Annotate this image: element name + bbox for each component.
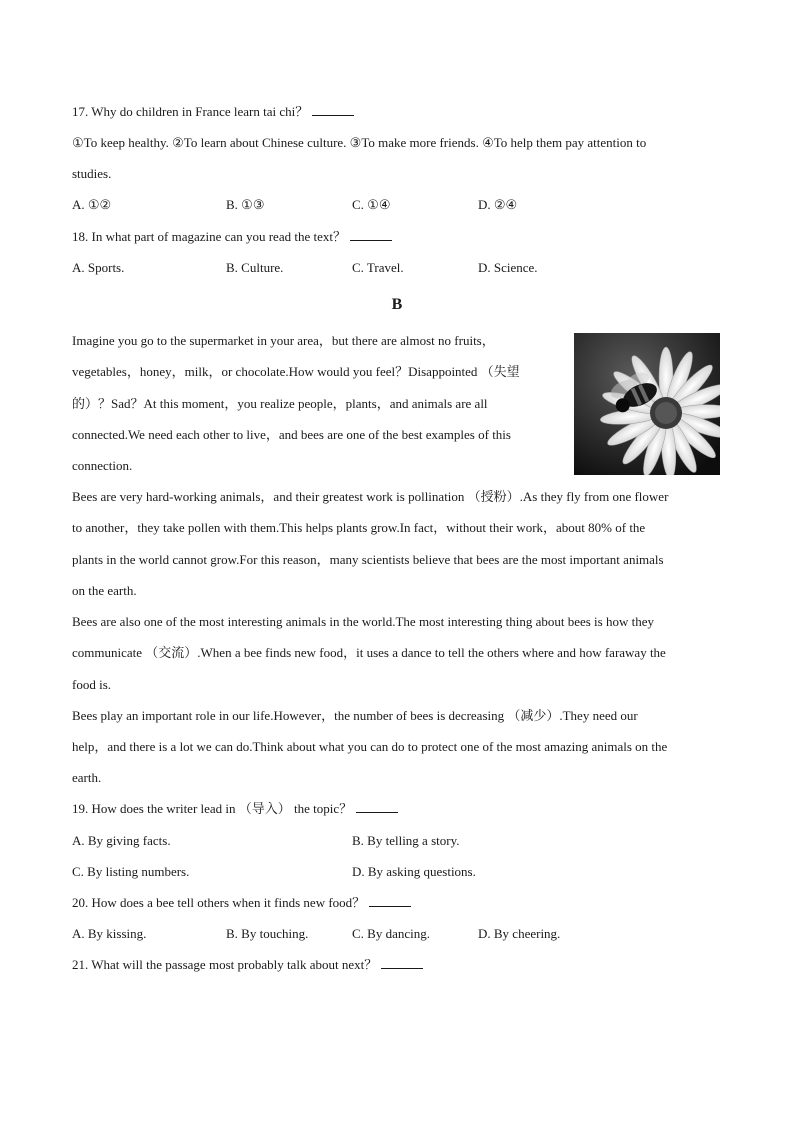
question-19-text: 19. How does the writer lead in （导入） the topic？ bbox=[72, 801, 353, 816]
paragraph-4-line-2: help，and there is a lot we can do.Think about what you can do to protect one of the most amazing animals on the bbox=[72, 739, 668, 754]
question-20 bbox=[72, 895, 411, 911]
answer-blank-18[interactable] bbox=[350, 229, 392, 241]
bee-on-flower-photo bbox=[574, 333, 720, 475]
q18-option-d[interactable]: D. Science. bbox=[478, 260, 538, 275]
question-17-statements-line-1: ①To keep healthy. ②To learn about Chinese culture. ③To make more friends. ④To help them pay attention to bbox=[72, 135, 647, 150]
section-b-title: B bbox=[391, 296, 403, 313]
answer-blank-17[interactable] bbox=[312, 104, 354, 116]
paragraph-1-line-3: 的）？Sad？At this moment，you realize people，plants，and animals are all bbox=[72, 396, 488, 411]
paragraph-3-line-1: Bees are also one of the most interesting animals in the world.The most interesting thing about bees is how they bbox=[72, 614, 654, 629]
q17-option-b[interactable]: B. ①③ bbox=[226, 197, 265, 212]
question-17 bbox=[72, 104, 354, 120]
paragraph-2-line-1: Bees are very hard-working animals，and their greatest work is pollination （授粉）.As they fly from one flower bbox=[72, 489, 669, 504]
question-19 bbox=[72, 801, 398, 817]
question-21 bbox=[72, 957, 423, 973]
answer-blank-19[interactable] bbox=[356, 801, 398, 813]
q18-option-c[interactable]: C. Travel. bbox=[352, 260, 404, 275]
question-18-text: 18. In what part of magazine can you read the text？ bbox=[72, 229, 346, 244]
q20-option-a[interactable]: A. By kissing. bbox=[72, 926, 147, 941]
paragraph-2-line-3: plants in the world cannot grow.For this reason，many scientists believe that bees are the most important animals bbox=[72, 552, 664, 567]
paragraph-1-line-2: vegetables，honey，milk，or chocolate.How would you feel？Disappointed （失望 bbox=[72, 364, 520, 379]
question-21-text: 21. What will the passage most probably talk about next？ bbox=[72, 957, 378, 972]
q18-option-a[interactable]: A. Sports. bbox=[72, 260, 125, 275]
question-17-text: 17. Why do children in France learn tai chi？ bbox=[72, 104, 309, 119]
q18-option-b[interactable]: B. Culture. bbox=[226, 260, 284, 275]
q20-option-b[interactable]: B. By touching. bbox=[226, 926, 309, 941]
q19-option-b[interactable]: B. By telling a story. bbox=[352, 833, 460, 848]
question-18 bbox=[72, 229, 392, 245]
question-20-text: 20. How does a bee tell others when it finds new food？ bbox=[72, 895, 366, 910]
paragraph-3-line-2: communicate （交流）.When a bee finds new food，it uses a dance to tell the others where and how faraway the bbox=[72, 645, 666, 660]
question-17-statements-line-2: studies. bbox=[72, 166, 112, 181]
paragraph-2-line-4: on the earth. bbox=[72, 583, 137, 598]
paragraph-1-line-1: Imagine you go to the supermarket in your area，but there are almost no fruits， bbox=[72, 333, 495, 348]
paragraph-1-line-4: connected.We need each other to live，and bees are one of the best examples of this bbox=[72, 427, 511, 442]
paragraph-1-line-5: connection. bbox=[72, 458, 133, 473]
paragraph-4-line-1: Bees play an important role in our life.However，the number of bees is decreasing （减少）.They need our bbox=[72, 708, 638, 723]
q19-option-c[interactable]: C. By listing numbers. bbox=[72, 864, 190, 879]
paragraph-3-line-3: food is. bbox=[72, 677, 111, 692]
q20-option-d[interactable]: D. By cheering. bbox=[478, 926, 561, 941]
answer-blank-21[interactable] bbox=[381, 957, 423, 969]
answer-blank-20[interactable] bbox=[369, 895, 411, 907]
q19-option-d[interactable]: D. By asking questions. bbox=[352, 864, 476, 879]
q19-option-a[interactable]: A. By giving facts. bbox=[72, 833, 171, 848]
q20-option-c[interactable]: C. By dancing. bbox=[352, 926, 430, 941]
bee-flower-illustration bbox=[574, 333, 720, 475]
paragraph-4-line-3: earth. bbox=[72, 770, 102, 785]
paragraph-2-line-2: to another，they take pollen with them.This helps plants grow.In fact，without their work，about 80% of the bbox=[72, 520, 646, 535]
q17-option-d[interactable]: D. ②④ bbox=[478, 197, 518, 212]
q17-option-a[interactable]: A. ①② bbox=[72, 197, 112, 212]
q17-option-c[interactable]: C. ①④ bbox=[352, 197, 391, 212]
